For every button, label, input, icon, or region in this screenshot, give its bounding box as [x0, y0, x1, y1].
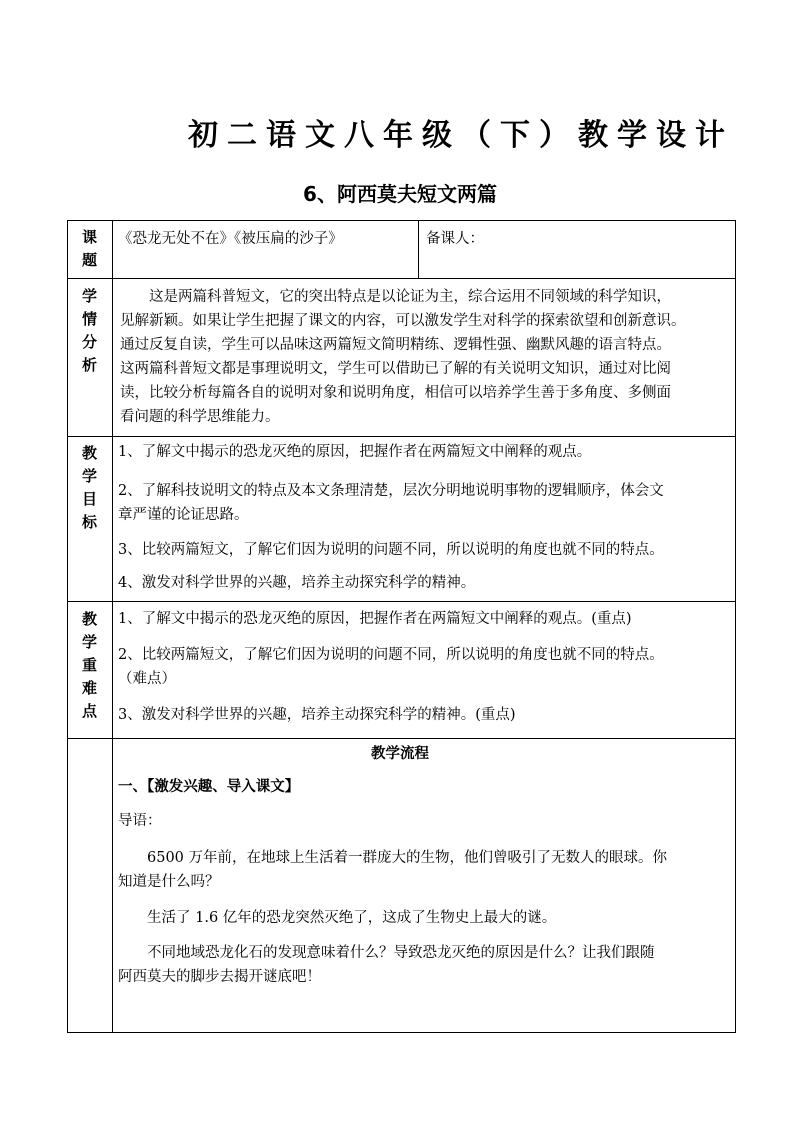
row-label-topic	[67, 226, 112, 272]
page-title: 初二语文八年级（下）教学设计	[188, 118, 734, 153]
intro-paragraph-continued: 阿西莫夫的脚步去揭开谜底吧！	[118, 969, 321, 985]
intro-paragraph-continued: 知道是什么吗？	[118, 874, 220, 890]
intro-label: 导语：	[118, 813, 162, 829]
intro-paragraph: 6500 万年前，在地球上生活着一群庞大的生物，他们曾吸引了无数人的眼球。你	[147, 850, 668, 866]
row-label-key-points	[67, 608, 112, 723]
intro-paragraph: 生活了 1.6 亿年的恐龙突然灭绝了，这成了生物史上最大的谜。	[147, 910, 557, 926]
label-char: 学	[81, 287, 97, 305]
key-point-item: 2、比较两篇短文，了解它们因为说明的问题不同，所以说明的角度也就不同的特点。	[118, 647, 664, 663]
student-analysis-text	[120, 285, 730, 429]
table-row-divider	[67, 436, 735, 437]
text-line: 通过反复自读，学生可以品味这两篇短文简明精练、逻辑性强、幽默风趣的语言特点。	[120, 337, 671, 353]
text-line: 见解新颖。如果让学生把握了课文的内容，可以激发学生对科学的探索欲望和创新意识。	[120, 313, 686, 329]
preparer-label: 备课人：	[426, 231, 484, 247]
table-border-right	[735, 220, 736, 1033]
label-char: 点	[81, 702, 97, 720]
label-char: 标	[81, 513, 97, 531]
table-column-divider	[418, 220, 419, 278]
label-char: 难	[81, 679, 97, 697]
label-char: 重	[81, 656, 97, 674]
table-row-divider	[67, 738, 735, 739]
table-row-divider	[67, 601, 735, 602]
row-label-goals	[67, 442, 112, 534]
goal-item: 1、了解文中揭示的恐龙灭绝的原因，把握作者在两篇短文中阐释的观点。	[118, 444, 592, 460]
lesson-title: 6、阿西莫夫短文两篇	[303, 182, 497, 206]
label-char: 教	[81, 610, 97, 628]
label-char: 分	[81, 333, 97, 351]
table-row-divider	[67, 278, 735, 279]
goal-item: 3、比较两篇短文，了解它们因为说明的问题不同，所以说明的角度也就不同的特点。	[118, 542, 664, 558]
lesson-topic: 《恐龙无处不在》《被压扁的沙子》	[118, 231, 343, 247]
key-point-item: 3、激发对科学世界的兴趣，培养主动探究科学的精神。(重点)	[118, 707, 516, 723]
row-label-analysis	[67, 285, 112, 377]
key-point-item-continued: （难点）	[118, 671, 176, 687]
label-char: 析	[81, 356, 97, 374]
table-column-divider	[112, 220, 113, 1033]
goal-item-continued: 章严谨的论证思路。	[118, 507, 249, 523]
text-line: 这是两篇科普短文，它的突出特点是以论证为主，综合运用不同领域的科学知识，	[149, 289, 671, 305]
text-line: 看问题的科学思维能力。	[120, 409, 280, 425]
table-border-top	[67, 220, 735, 221]
key-point-item: 1、了解文中揭示的恐龙灭绝的原因，把握作者在两篇短文中阐释的观点。(重点)	[118, 611, 632, 627]
label-char: 学	[81, 633, 97, 651]
table-border-bottom	[67, 1032, 735, 1033]
text-line: 读，比较分析每篇各自的说明对象和说明角度，相信可以培养学生善于多角度、多侧面	[120, 385, 671, 401]
text-line: 这两篇科普短文都是事理说明文，学生可以借助已了解的有关说明文知识，通过对比阅	[120, 361, 671, 377]
label-char: 目	[81, 490, 97, 508]
goal-item: 2、了解科技说明文的特点及本文条理清楚，层次分明地说明事物的逻辑顺序，体会文	[118, 483, 664, 499]
process-heading: 教学流程	[371, 746, 429, 762]
label-char: 学	[81, 467, 97, 485]
section-heading: 一、【激发兴趣、导入课文】	[118, 778, 300, 795]
intro-paragraph: 不同地域恐龙化石的发现意味着什么？导致恐龙灭绝的原因是什么？让我们跟随	[147, 945, 655, 961]
goal-item: 4、激发对科学世界的兴趣，培养主动探究科学的精神。	[118, 575, 476, 591]
label-char: 题	[81, 251, 97, 269]
label-char: 课	[81, 228, 97, 246]
label-char: 情	[81, 310, 97, 328]
label-char: 教	[81, 444, 97, 462]
